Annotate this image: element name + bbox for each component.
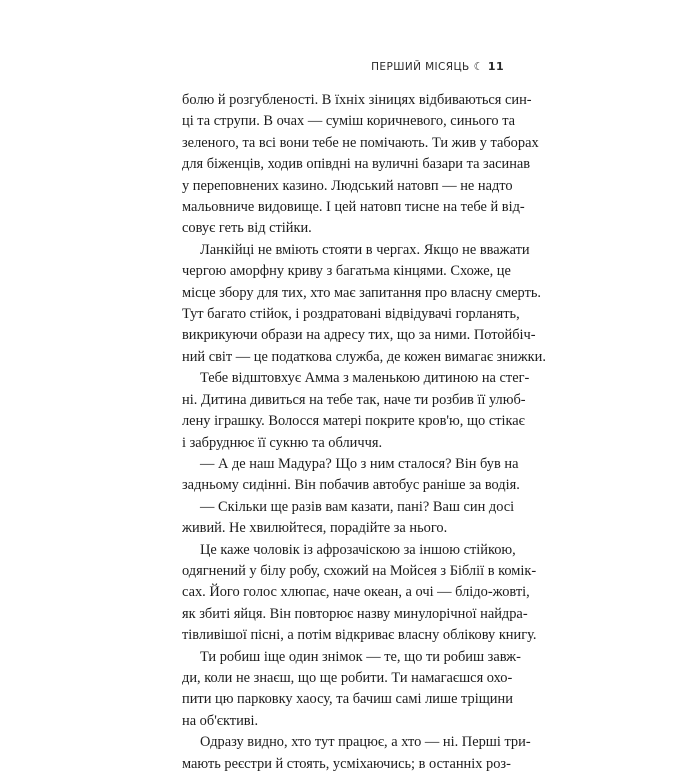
text-line: на об'єктиві. (182, 712, 259, 729)
text-line: — Скільки ще разів вам казати, пані? Ваш син досі (200, 498, 515, 515)
text-line: — А де наш Мадура? Що з ним сталося? Він був на (200, 455, 519, 472)
paragraph (182, 90, 539, 240)
crescent-moon-icon: ☾ (473, 60, 484, 73)
page-number: 11 (487, 60, 504, 73)
text-line: мають реєстри й стоять, усміхаючись; в останніх роз- (182, 755, 511, 772)
text-line: сах. Його голос хлюпає, наче океан, а очі — блідо-жовті, (182, 584, 530, 601)
text-line: живий. Не хвилюйтеся, порадійте за нього. (182, 520, 448, 537)
text-line: Тебе відштовхує Амма з маленькою дитиною на стег- (200, 370, 530, 387)
text-line: для біженців, ходив опівдні на вуличні базари та засинав (182, 156, 531, 173)
text-line: болю й розгубленості. В їхніх зіницях відбиваються син- (182, 92, 532, 108)
text-line: Ти робиш іще один знімок — те, що ти робиш завж- (200, 648, 521, 665)
text-line: ний світ — це податкова служба, де кожен вимагає знижки. (182, 348, 546, 365)
text-line: одягнений у білу робу, схожий на Мойсея з Біблії в комік- (182, 562, 537, 579)
text-line: задньому сидінні. Він побачив автобус раніше за водія. (182, 477, 520, 494)
text-line: місце збору для тих, хто має запитання про власну смерть. (182, 284, 542, 301)
text-line: зеленого, та всі вони тебе не помічають. Ти жив у таборах (182, 134, 539, 151)
text-line: і забруднює її сукню та обличчя. (182, 434, 383, 451)
text-line: ці та струпи. В очах — суміш коричневого, синього та (182, 113, 516, 130)
text-line: Тут багато стійок, і роздратовані відвідувачі горланять, (182, 306, 520, 323)
text-line: Це каже чоловік із афрозачіскою за іншою стійкою, (200, 541, 516, 558)
running-header (371, 60, 504, 73)
paragraph (182, 454, 520, 497)
text-line: ні. Дитина дивиться на тебе так, наче ти розбив її улюб- (182, 391, 526, 408)
paragraph (182, 240, 546, 368)
paragraph (182, 540, 537, 647)
text-line: совує геть від стійки. (182, 220, 312, 237)
paragraph (182, 497, 515, 540)
paragraph (182, 647, 521, 733)
text-line: пити цю парковку хаосу, та бачиш самі лише тріщини (182, 691, 513, 708)
text-line: Ланкійці не вміють стояти в чергах. Якщо не вважати (200, 241, 530, 258)
text-line: лену іграшку. Волосся матері покрите кров'ю, що стікає (182, 413, 525, 430)
paragraph (182, 368, 530, 454)
paragraph (182, 732, 531, 775)
body-text (182, 90, 546, 775)
text-line: чергою аморфну криву з багатьма кінцями. Схоже, це (182, 263, 511, 280)
text-line: тівливішої пісні, а потім відкриває власну облікову книгу. (182, 627, 537, 644)
text-line: як збиті яйця. Він повторює назву минулорічної найдра- (182, 605, 528, 622)
chapter-title: ПЕРШИЙ МІСЯЦЬ (371, 60, 470, 73)
text-line: викрикуючи образи на адресу тих, що за ними. Потойбіч- (182, 327, 536, 344)
text-line: мальовниче видовище. І цей натовп тисне на тебе й від- (182, 199, 525, 216)
text-line: Одразу видно, хто тут працює, а хто — ні. Перші три- (200, 734, 531, 751)
text-line: ди, коли не знаєш, що ще робити. Ти намагаєшся охо- (182, 669, 513, 686)
text-line: у переповнених казино. Людський натовп — не надто (182, 177, 513, 194)
